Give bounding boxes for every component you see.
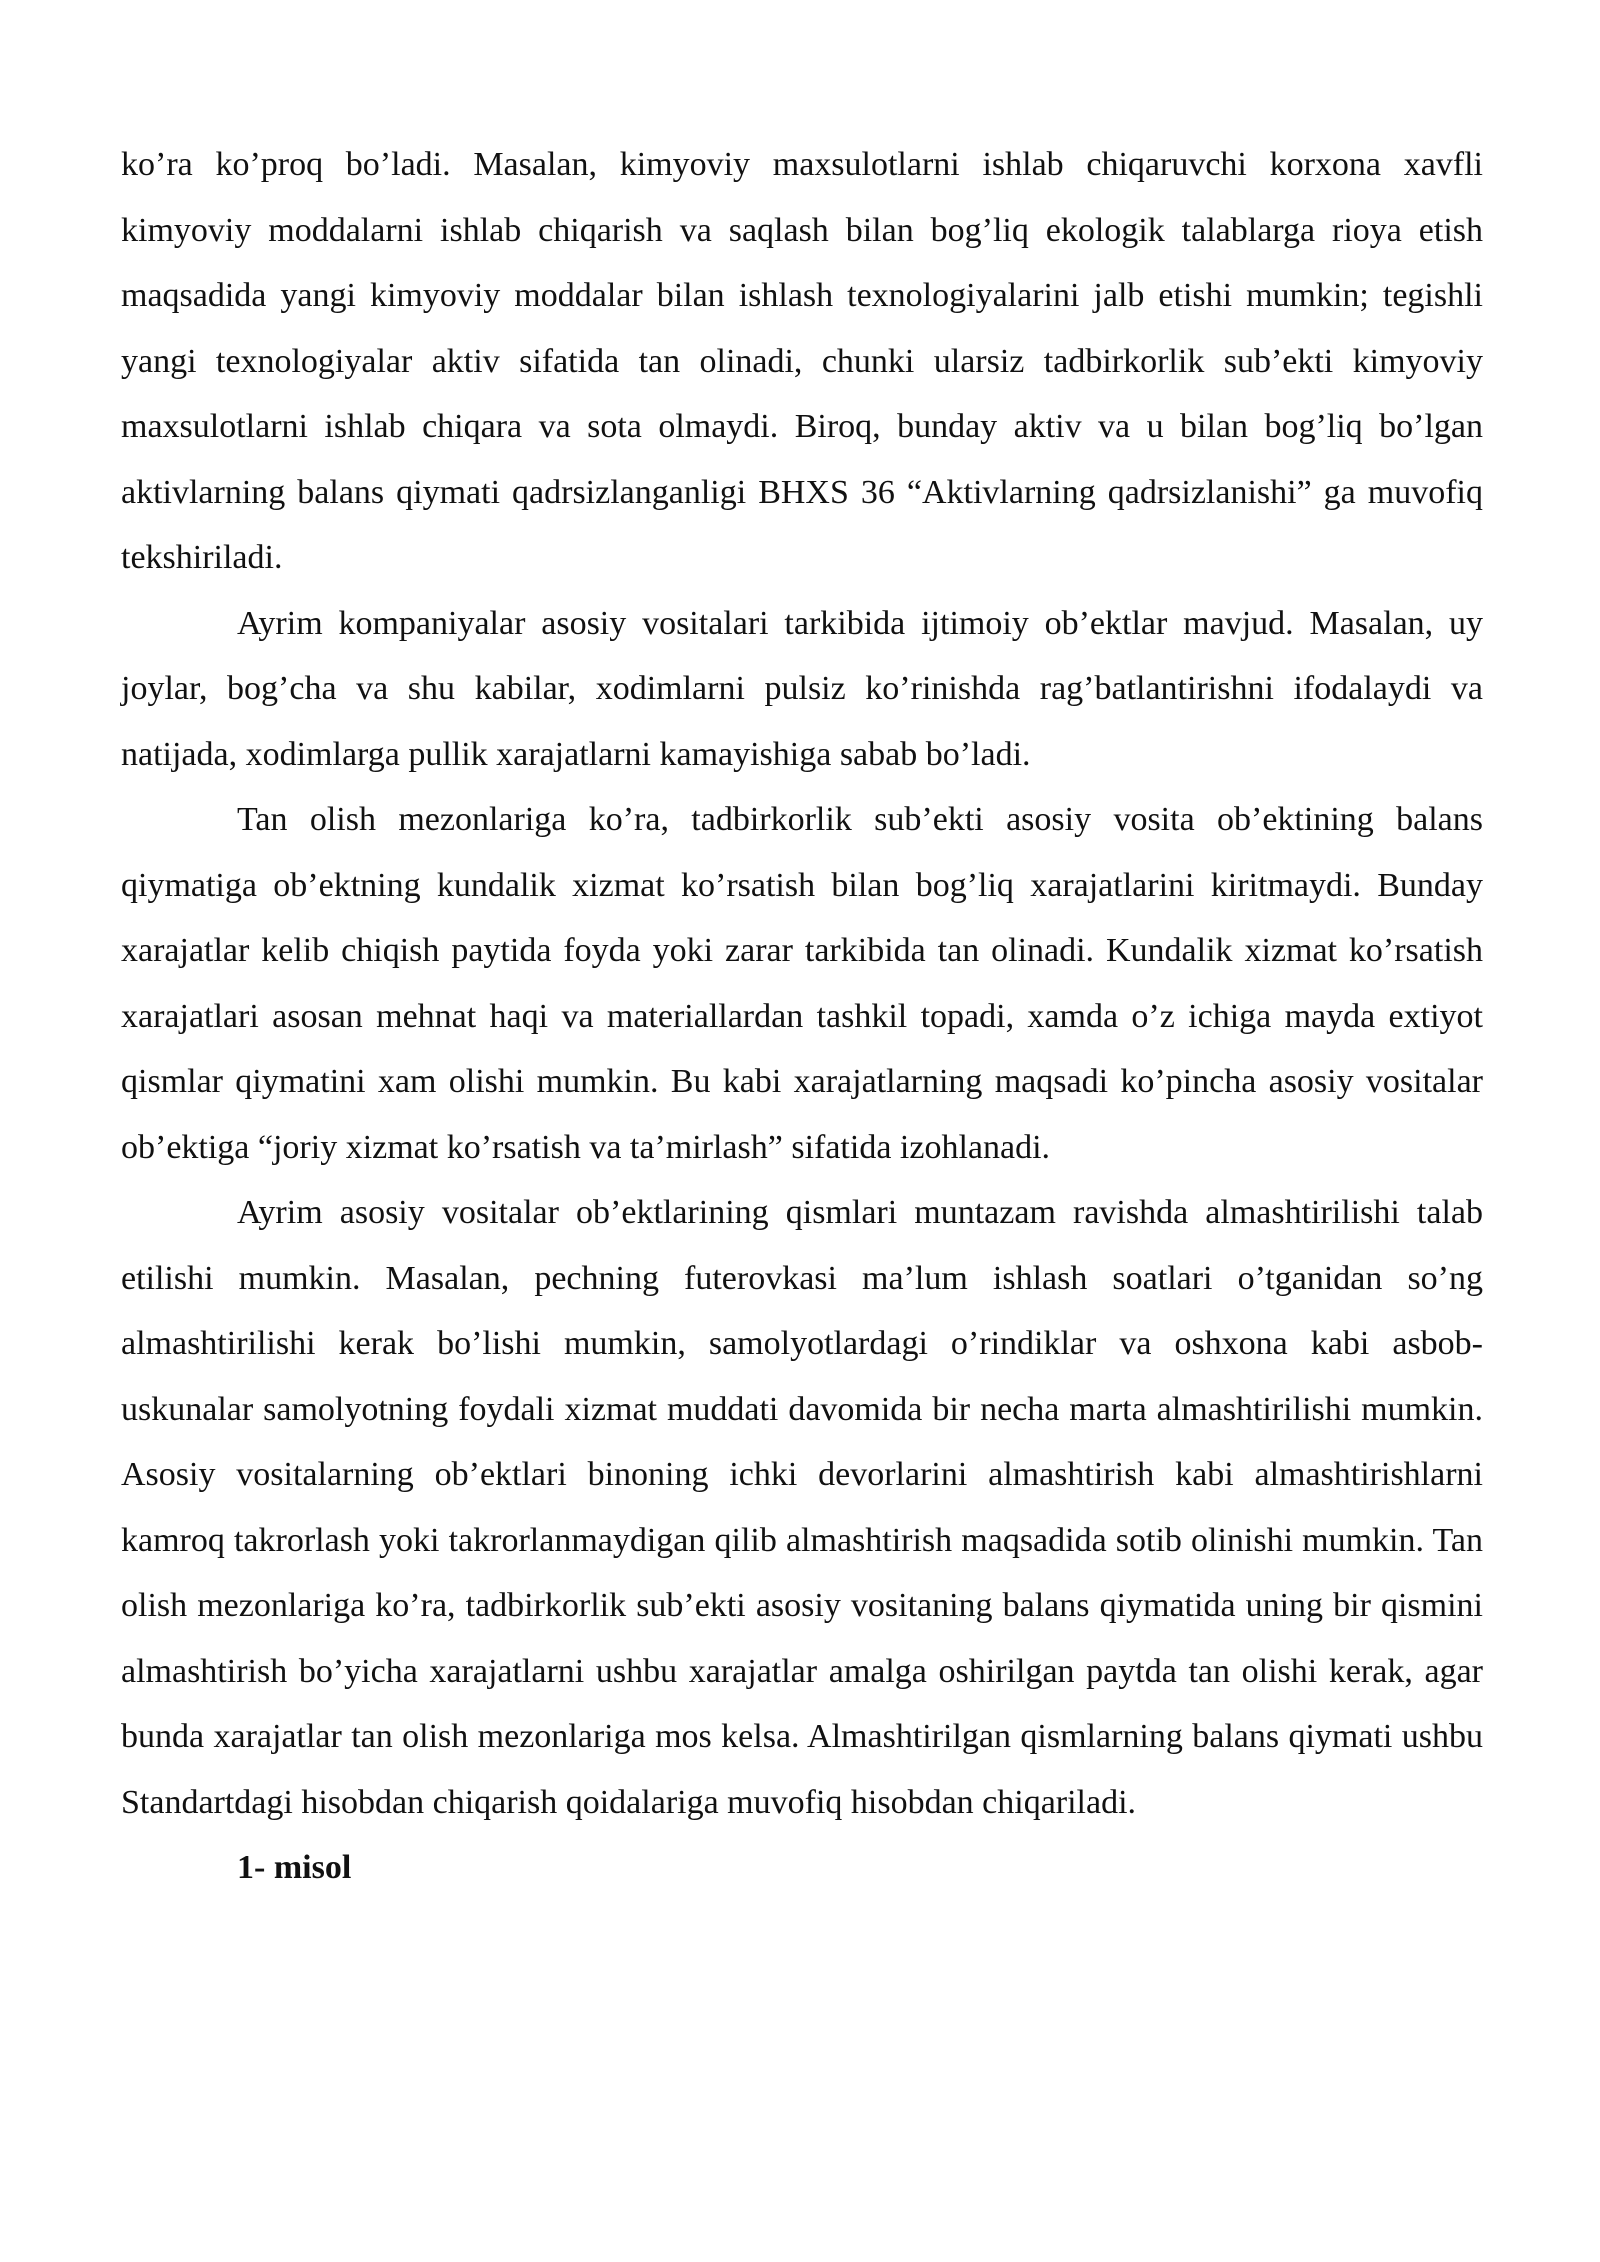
paragraph-continuation: ko’ra ko’proq bo’ladi. Masalan, kimyoviy maxsulotlarni ishlab chiqaruvchi korxona xavfli kimyoviy moddalarni ishlab chiqarish va saqlash bilan bog’liq ekologik talablarga rioya etish maqsadida yangi kimyoviy moddalar bilan ishlash texnologiyalarini jalb etishi mumkin; tegishli yangi texnologiyalar aktiv sifatida tan olinadi, chunki ularsiz tadbirkorlik sub’ekti kimyoviy maxsulotlarni ishlab chiqara va sota olmaydi. Biroq, bunday aktiv va u bilan bog’liq bo’lgan aktivlarning balans qiymati qadrsizlanganligi BHXS 36 “Aktivlarning qadrsizlanishi” ga muvofiq tekshiriladi.	[121, 146, 1483, 576]
paragraph-social-objects: Ayrim kompaniyalar asosiy vositalari tarkibida ijtimoiy ob’ektlar mavjud. Masalan, uy joylar, bog’cha va shu kabilar, xodimlarni pulsiz ko’rinishda rag’batlantirishni ifodalaydi va natijada, xodimlarga pullik xarajatlarni kamayishiga sabab bo’ladi.	[121, 604, 1483, 773]
paragraph-recognition-criteria: Tan olish mezonlariga ko’ra, tadbirkorlik sub’ekti asosiy vosita ob’ektining balans qiymatiga ob’ektning kundalik xizmat ko’rsatish bilan bog’liq xarajatlarini kiritmaydi. Bunday xarajatlar kelib chiqish paytida foyda yoki zarar tarkibida tan olinadi. Kundalik xizmat ko’rsatish xarajatlari asosan mehnat haqi va materiallardan tashkil topadi, xamda o’z ichiga mayda extiyot qismlar qiymatini xam olishi mumkin. Bu kabi xarajatlarning maqsadi ko’pincha asosiy vositalar ob’ektiga “joriy xizmat ko’rsatish va ta’mirlash” sifatida izohlanadi.	[121, 801, 1483, 1166]
document-page	[121, 132, 1483, 1901]
example-heading: 1- misol	[237, 1849, 352, 1886]
paragraph-parts-replacement: Ayrim asosiy vositalar ob’ektlarining qismlari muntazam ravishda almashtirilishi talab etilishi mumkin. Masalan, pechning futerovkasi ma’lum ishlash soatlari o’tganidan so’ng almashtirilishi kerak bo’lishi mumkin, samolyotlardagi o’rindiklar va oshxona kabi asbob-uskunalar samolyotning foydali xizmat muddati davomida bir necha marta almashtirilishi mumkin. Asosiy vositalarning ob’ektlari binoning ichki devorlarini almashtirish kabi almashtirishlarni kamroq takrorlash yoki takrorlanmaydigan qilib almashtirish maqsadida sotib olinishi mumkin. Tan olish mezonlariga ko’ra, tadbirkorlik sub’ekti asosiy vositaning balans qiymatida uning bir qismini almashtirish bo’yicha xarajatlarni ushbu xarajatlar amalga oshirilgan paytda tan olishi kerak, agar bunda xarajatlar tan olish mezonlariga mos kelsa. Almashtirilgan qismlarning balans qiymati ushbu Standartdagi hisobdan chiqarish qoidalariga muvofiq hisobdan chiqariladi.	[121, 1194, 1483, 1821]
